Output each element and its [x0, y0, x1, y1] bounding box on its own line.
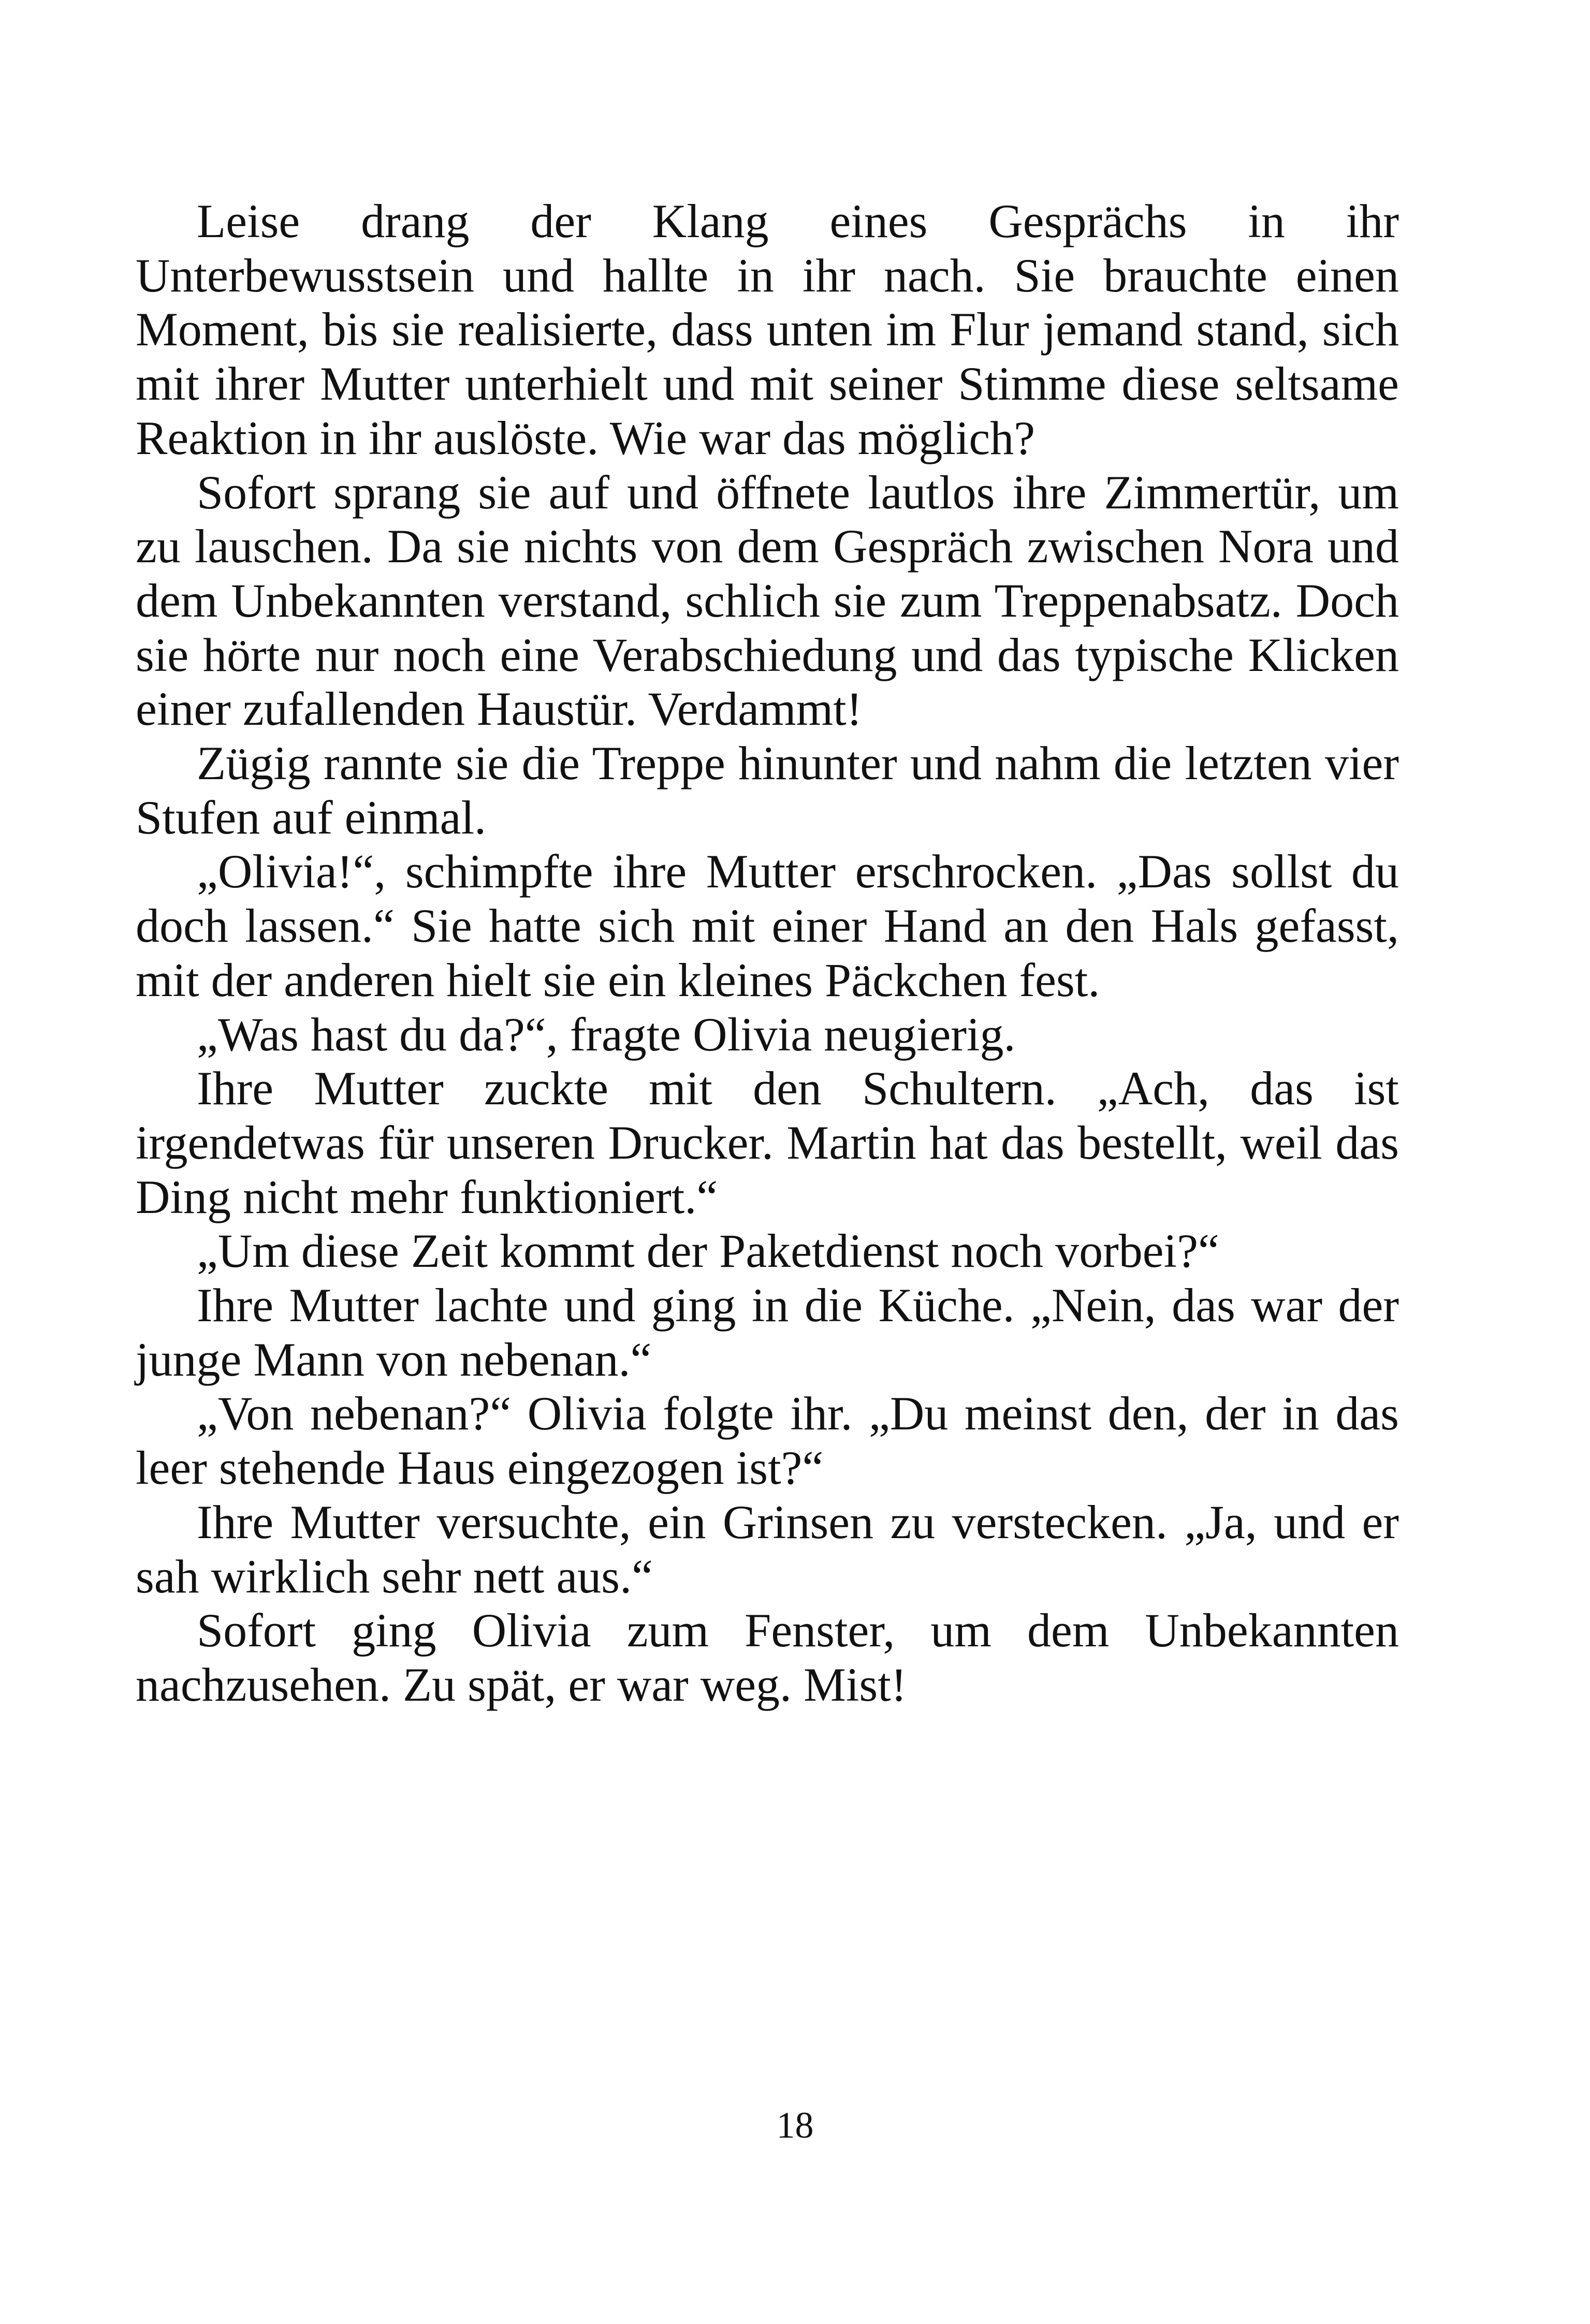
paragraph-9: „Von nebenan?“ Olivia folgte ihr. „Du meinst den, der in das leer stehende Haus eingezogen ist?“ — [136, 1387, 1399, 1495]
paragraph-7: „Um diese Zeit kommt der Paketdienst noch vorbei?“ — [197, 1224, 1219, 1278]
paragraph-1: Leise drang der Klang eines Gesprächs in ihr Unterbewusstsein und hallte in ihr nach. Sie brauchte einen Moment, bis sie realisierte, dass unten im Flur jemand stand, sich mit ihrer Mutter unterhielt und mit seiner Stimme diese seltsame Reaktion in ihr auslöste. Wie war das möglich? — [136, 195, 1399, 464]
paragraph-6: Ihre Mutter zuckte mit den Schultern. „Ach, das ist irgendetwas für unseren Drucker. Martin hat das bestellt, weil das Ding nicht mehr funktioniert.“ — [136, 1062, 1399, 1223]
paragraph-4: „Olivia!“, schimpfte ihre Mutter erschrocken. „Das sollst du doch lassen.“ Sie hatte sich mit einer Hand an den Hals gefasst, mit der anderen hielt sie ein kleines Päckchen fest. — [136, 845, 1399, 1006]
page-number: 18 — [776, 2104, 814, 2146]
paragraph-5: „Was hast du da?“, fragte Olivia neugierig. — [197, 1007, 1016, 1061]
paragraph-2: Sofort sprang sie auf und öffnete lautlos ihre Zimmertür, um zu lauschen. Da sie nichts von dem Gespräch zwischen Nora und dem Unbekannten verstand, schlich sie zum Treppenabsatz. Doch sie hörte nur noch eine Verabschiedung und das typische Klicken einer zufallenden Haustür. Verdammt! — [136, 465, 1399, 736]
paragraph-10: Ihre Mutter versuchte, ein Grinsen zu verstecken. „Ja, und er sah wirklich sehr nett aus.“ — [136, 1495, 1399, 1603]
paragraph-11: Sofort ging Olivia zum Fenster, um dem Unbekannten nachzusehen. Zu spät, er war weg. Mist! — [136, 1604, 1399, 1711]
body-text — [136, 194, 1399, 1712]
paragraph-8: Ihre Mutter lachte und ging in die Küche. „Nein, das war der junge Mann von nebenan.“ — [136, 1279, 1399, 1386]
paragraph-3: Zügig rannte sie die Treppe hinunter und nahm die letzten vier Stufen auf einmal. — [136, 737, 1399, 844]
